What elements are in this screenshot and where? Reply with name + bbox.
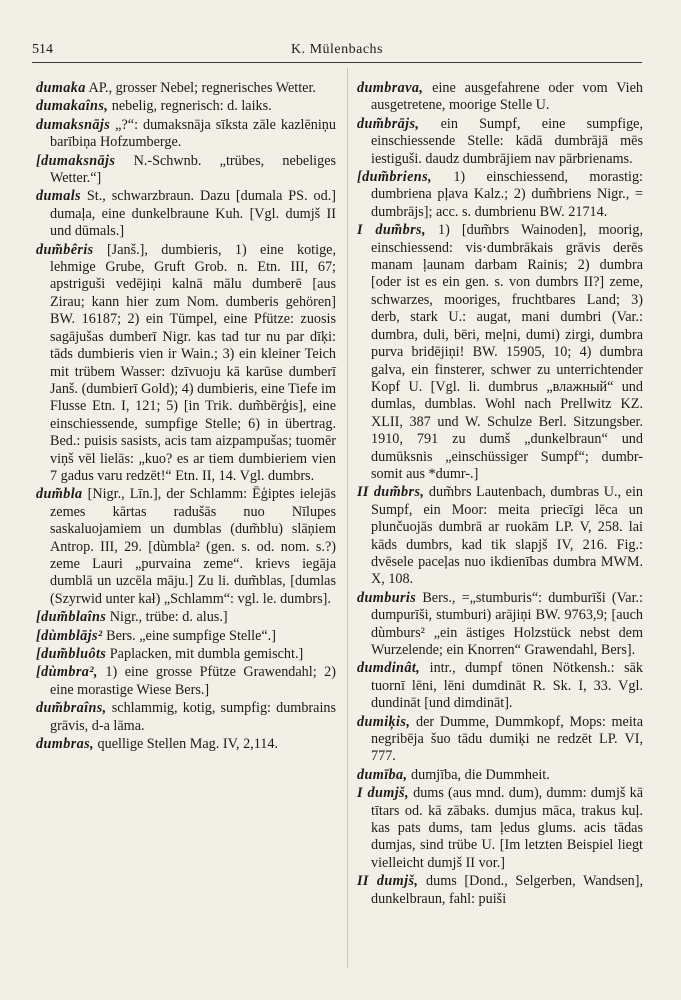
page-header (32, 38, 642, 63)
entry-headword: I dum̃brs, (357, 222, 426, 239)
entry-headword: dum̃bla (36, 486, 83, 503)
entry-text: Bers., =„stumburis“: dumburīši (Var.: dumpurīši, stumburi) arājiņi BW. 9763,9; [auch dùmburs² „ein ästiges Holzstück nebst dem Wurzelende; ein Knorren“ Grawendahl, Bers]. (371, 589, 643, 658)
entry-text: St., schwarzbraun. Dazu [dumala PS. od.] dumaļa, eine dunkelbraune Kuh. [Vgl. dumjš II und dūmals.] (50, 188, 337, 240)
entry-headword: dumaka (36, 80, 86, 96)
page-number: 514 (32, 42, 53, 57)
entry-text: „?“: dumaksnāja sīksta zāle kazlēniņu barībiņa Hofzumberge. (50, 116, 336, 151)
entry-headword: dumals (36, 188, 81, 205)
entry-text: dumjība, die Dummheit. (411, 766, 550, 783)
dictionary-entry (36, 664, 336, 699)
entry-text: nebelig, regnerisch: d. laiks. (111, 98, 272, 115)
dictionary-entry (36, 117, 336, 152)
entry-headword: dum̃bêris (36, 241, 94, 258)
column-divider (347, 68, 348, 968)
entry-text: dum̃brs Lautenbach, dumbras U., ein Sumpf, ein Moor: meita priecīgi lēca un plunčuojās dumbrā ar ruokām LP. V, 258. lai kāds dumbrs, kad tik slapjš IV, 216. Fig.: dvēsele paceļas nuo ikdienības dumbra MWM. X, 108. (371, 484, 644, 588)
dictionary-entry (357, 785, 643, 872)
entry-headword: dumdinât, (357, 660, 421, 677)
entry-headword: dumiķis, (357, 713, 411, 730)
entry-headword: dum̃braîns, (36, 700, 107, 717)
dictionary-entry (357, 590, 643, 660)
dictionary-entry (357, 873, 643, 908)
dictionary-entry (357, 714, 643, 766)
entry-text: 1) einschiessend, morastig: dumbriena pļava Kalz.; 2) dum̃briens Nigr., = dumbrājs]; acc. s. dumbrienu BW. 21714. (371, 169, 644, 220)
entry-headword: [dum̃bluôts (36, 646, 107, 662)
entry-headword: dumbras, (36, 736, 94, 753)
entry-headword: [dùmblājs² (36, 627, 103, 644)
entry-headword: [dum̃blaîns (36, 609, 107, 626)
dictionary-entry (36, 628, 336, 645)
entry-text: [Nigr., Līn.], der Schlamm: Ēģiptes ielejās zemes kārtas radušās nuo Nīlupes saskaluojamiem un dumblas (dum̃blu) slāņiem Antrop. III, 29. [dùmbla² (gen. s. od. nom. s.?) zeme Lauri „purvaina zeme“. krievs iegāja dumblā un uzcēla māju.] Zu li. dum̃blas, [dumlas (Szyrwid unter kał) „Schlamm“: vgl. le. dumbrs]. (50, 486, 336, 607)
entry-text: dums (aus mnd. dum), dumm: dumjš kā tītars od. kā zābaks. dumjus māca, trakus kuļ. kas pats dums, tam ļedus glums. acis tādas dumjas, sind trübe U. [Im letzten Beispiel liegt vielleicht dumjš II vor.] (371, 785, 643, 871)
dictionary-entry (357, 660, 643, 712)
dictionary-entry (36, 486, 336, 608)
dictionary-entry (36, 188, 336, 240)
entry-text: intr., dumpf tönen Nötkensh.: sāk tuornī lēni, lēni dumdināt R. Sk. I, 33. Vgl. dundināt [und dimdināt]. (371, 660, 643, 712)
entry-headword: dum̃brājs, (357, 115, 420, 132)
entry-text: Bers. „eine sumpfige Stelle“.] (106, 627, 276, 644)
dictionary-entry (36, 80, 336, 97)
dictionary-entry (357, 767, 643, 784)
dictionary-entry (36, 242, 336, 486)
right-column (357, 80, 643, 909)
entry-headword: [dumaksnājs (36, 152, 116, 169)
entry-text: dums [Dond., Selgerben, Wandsen], dunkelbraun, fahl: puiši (371, 873, 644, 907)
entry-headword: II dum̃brs, (357, 484, 425, 501)
entry-text: schlammig, kotig, sumpfig: dumbrains grāvis, d-a lāma. (50, 700, 336, 734)
entry-text: 1) eine grosse Pfütze Grawendahl; 2) eine morastige Wiese Bers.] (50, 664, 336, 698)
dictionary-entry (36, 609, 336, 626)
entry-text: ein Sumpf, eine sumpfige, einschiessende Stelle: kādā dumbrājā mēs iestiguši. daudz dumbrājiem nav pārbrienams. (371, 115, 644, 167)
entry-text: eine ausgefahrene oder vom Vieh ausgetretene, moorige Stelle U. (371, 80, 643, 114)
entry-headword: dumaksnājs (36, 116, 111, 133)
dictionary-entry (357, 169, 643, 221)
entry-headword: dumakaîns, (36, 98, 109, 115)
entry-headword: [dum̃briens, (357, 169, 432, 186)
entry-headword: I dumjš, (357, 785, 409, 802)
running-title: K. Mülenbachs (290, 42, 384, 57)
entry-headword: II dumjš, (357, 873, 419, 890)
entry-text: quellige Stellen Mag. IV, 2,114. (97, 736, 279, 753)
entry-text: 1) [dum̃brs Wainoden], moorig, einschiessend: vis·dumbrākais grāvis derēs manam ļaunam darbam Rainis; 2) dumbra [oder ist es ein gen. s. von dumbrs II?] zeme, schwarzes, mooriges, fruchtbares Land; 3) derb, stark U.: augat, mani dumbri (Var.: dumbra, duli, bēri, meļni, dumi) zirgi, dumbra purva bridējiņi! BW. 15905, 10; 4) dumbra galva, ein finsterer, schwer zu unterrichtender Kopf U. [Vgl. li. dumbrus „влажный“ und dumlas, dumblas. Wohl nach Prellwitz KZ. XLII, 387 und W. Schulze Berl. Sitzungsber. 1910, 791 zu dumš „dunkelbraun“ und dumūksnis „einschüssiger Sumpf“; dumbr- somit aus *dumr-.] (371, 222, 644, 482)
dictionary-entry (36, 98, 336, 115)
dictionary-entry (357, 80, 643, 115)
entry-text: [Janš.], dumbieris, 1) eine kotige, lehmige Grube, Gruft Grob. n. Etn. III, 67; apstriguši vedējiņi kalnā mālu dumberē [aus Zirau; kann hier zum Nom. dumberis gehören] BW. 16187; 2) ein Tümpel, eine Pfütze: zuosis sagājušas dumberī Nigr. kas tad tur nu par dīķi: tāds dumbieris vien ir Wain.; 3) ein kleiner Teich mit trübem Wasser: dzīvuoju kā karūse dumberī Janš. (dumbierī Gold); 4) dumbieris, eine Tiefe im Flusse Etn. I, 121; 5) [in Trik. dum̃bērģis], eine einschiessende, sumpfige Stelle; 6) in übertrag. Bed.: puisis sasists, acis tam aizpampušas; tuomēr viņš vēl lielās: „kuo? es ar tiem dumbieriem vien 7 gadus varu redzēt!“ Etn. II, 14. Vgl. dumbrs. (50, 241, 337, 484)
dictionary-entry (357, 222, 643, 483)
entry-text: Nigr., trübe: d. alus.] (109, 609, 228, 626)
dictionary-entry (36, 700, 336, 735)
entry-text: der Dumme, Dummkopf, Mops: meita negribēja šuo tādu dumiķi ne redzēt LP. VI, 777. (371, 713, 643, 765)
entry-text: Paplacken, mit dumbla gemischt.] (109, 646, 304, 662)
entry-text: AP., grosser Nebel; regnerisches Wetter. (88, 80, 316, 96)
left-column (36, 80, 336, 754)
dictionary-entry (36, 736, 336, 753)
entry-headword: dumbrava, (357, 80, 424, 96)
dictionary-entry (357, 484, 643, 588)
dictionary-entry (36, 153, 336, 188)
entry-headword: dumība, (357, 766, 408, 783)
dictionary-entry (357, 116, 643, 168)
entry-headword: [dùmbra², (36, 664, 98, 681)
entry-text: N.-Schwnb. „trübes, nebeliges Wetter.“] (50, 152, 337, 187)
entry-headword: dumburis (357, 589, 417, 606)
dictionary-entry (36, 646, 336, 663)
